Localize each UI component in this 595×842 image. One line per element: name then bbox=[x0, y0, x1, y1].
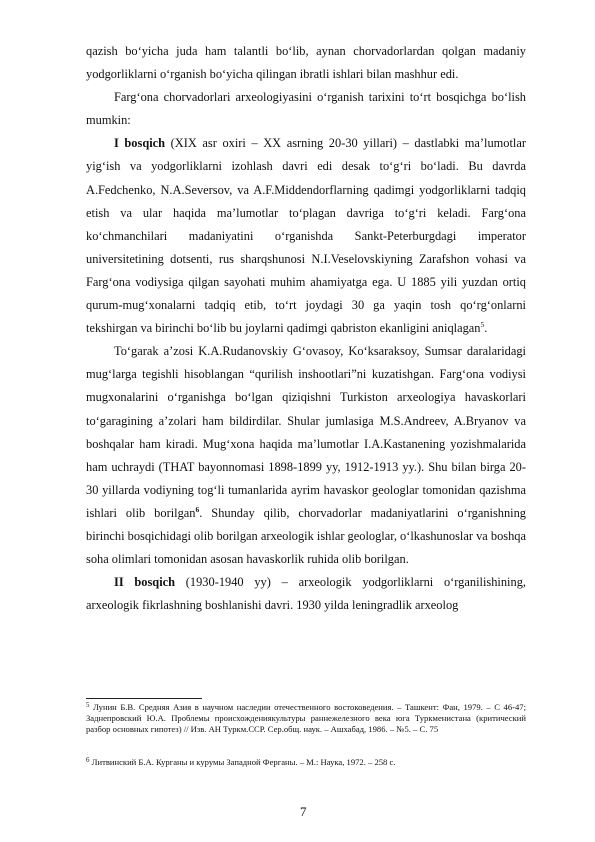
paragraph-stage-1: I bosqich (XIX asr oxiri – XX asrning 20-30 yillari) – dastlabki ma’lumotlar yig‘ish va yodgorliklarni izohlash davri edi desak to‘g‘ri bo‘ladi. Bu davrda A.Fedchenko, N.A.Seversov, va A.F.Middendorflarning qadimgi yodgorliklarni tadqiq etish va ular haqida ma’lumotlar to‘plagan davriga to‘g‘ri keladi. Farg‘ona ko‘chmanchilari madaniyatini o‘rganishda Sankt-Peterburgdagi imperator universitetining dotsenti, rus sharqshunosi N.I.Veselovskiyning Zarafshon vohasi va Farg‘ona vodiysiga qilgan sayohati muhim ahamiyatga ega. U 1885 yili yuzdan ortiq qurum-mug‘xonalarni tadqiq etib, to‘rt joydagi 30 ga yaqin tosh qo‘rg‘onlarni tekshirgan va birinchi bo‘lib bu joylarni qadimgi qabriston ekanligini aniqlagan$^5$. bbox=[86, 136, 526, 336]
footnote-ref-5[interactable]: 5 bbox=[480, 320, 485, 330]
footnote-5: $^5$ Лунин Б.В. Средняя Азия в научном наследии отечественного востоковедения. – Ташкент: Фан, 1979. – С 46-47; Заднепровский Ю.А. Проблемы происхождениякультуры раннежелезного века юга Туркменистана (критический разбор основных гипотез) // Изв. АН Туркм.ССР. Сер.общ. наук. – Ашхабад, 1986. – №5. – С. 75 bbox=[86, 701, 526, 735]
footnote-separator bbox=[86, 698, 202, 699]
page-number: 7 bbox=[300, 804, 307, 819]
stage-2-heading: II bosqich bbox=[114, 575, 176, 590]
footnote-6: $^6$ Литвинский Б.А. Курганы и курумы Западной Ферганы. – М.: Наука, 1972. – 258 с. bbox=[86, 756, 396, 767]
paragraph-4: To‘garak a’zosi K.A.Rudanovskiy G‘ovasoy, Ko‘ksaraksoy, Sumsar daralaridagi mug‘larga tegishli hisoblangan “qurilish inshootlari”ni kuzatishgan. Farg‘ona vodiysi mugxonalarini o‘rganishga bo‘lgan qiziqishni Turkiston arxeologiya havaskorlari to‘garagining a’zolari ham bildirdilar. Shular jumlasiga M.S.Andreev, A.Bryanov va boshqalar ham kiradi. Mug‘xona haqida ma’lumotlar I.A.Kastanening yozishmalarida ham uchraydi (THAT bayonnomasi 1898-1899 yy, 1912-1913 yy.). Shu bilan birga 20-30 yillarda vodiyning tog‘li tumanlarida ayrim havaskor geologlar tomonidan qazishma ishlari olib borilgan$^6$. Shunday qilib, chorvadorlar madaniyatlarini o‘rganishning birinchi bosqichidagi olib borilgan arxeologik ishlar geologlar, o‘lkashunoslar va boshqa soha olimlari tomonidan asosan havaskorlik ruhida olib borilgan. bbox=[86, 344, 526, 567]
paragraph-1: qazish bo‘yicha juda ham talantli bo‘lib, aynan chorvadorlardan qolgan madaniy yodgorliklarni o‘rganish bo‘yicha qilingan ibratli ishlari bilan mashhur edi. bbox=[86, 44, 526, 82]
paragraph-stage-2: II bosqich (1930-1940 yy) – arxeologik yodgorliklarni o‘rganilishining, arxeologik fikrlashning boshlanishi davri. 1930 yilda leningradlik arxeolog bbox=[86, 575, 526, 613]
stage-1-heading: I bosqich bbox=[114, 136, 166, 151]
footnote-ref-6[interactable]: 6 bbox=[195, 504, 200, 514]
paragraph-2: Farg‘ona chorvadorlari arxeologiyasini o‘rganish tarixini to‘rt bosqichga bo‘lish mumkin: bbox=[86, 90, 526, 128]
page-body bbox=[86, 40, 526, 617]
